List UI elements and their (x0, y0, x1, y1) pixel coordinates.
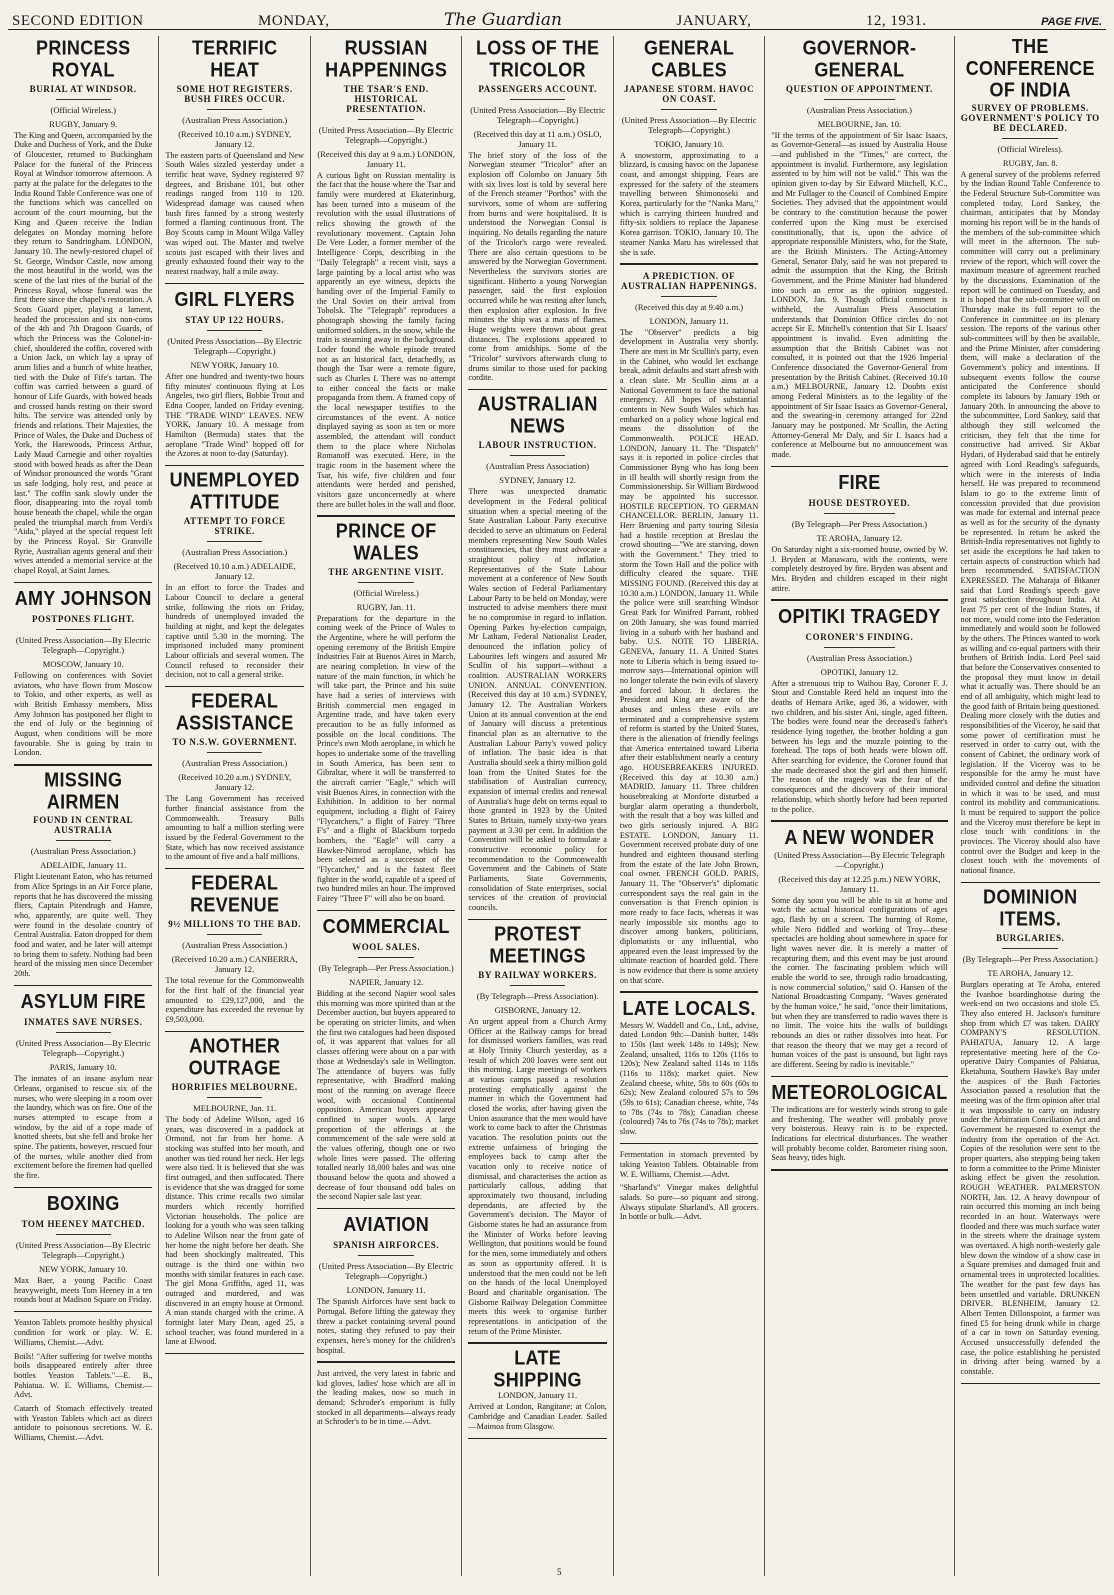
article-dateline: (Received this day at 12.25 p.m.) NEW YORK, January 11. (778, 873, 941, 894)
article-body: "If the terms of the appointment of Sir Isaac Isaacs, as Governor-General—as issued by Australia House—and published in the "Times," are correct, the appointment is invalid. Furthermore, any legislation assented to by him will not be valid." This was the opinion given to-day by Sir Edward Mitchell, K.C., and Mr Fullager to the Council of Combined Empire Societies. They advised that the appointment would be contrary to the constitution because the power conferred upon the King must be exercised constitutionally, that is, upon the advice of appropriate responsible Ministers, who, for the State, are the British Ministers. The Acting-Attorney General, Senator Daly, said he was not prepared to admit the assumption that the King, the British Government, and the Prime Minister had blundered into such an error as the opinion suggested. LONDON, Jan. 9. Though official comment is withheld, the Australian Press Association understands that Dominion Office circles do not accept Sir E. Mitchell's contention that Sir I. Isaacs' appointment is invalid. Even admitting the assumption that the British Cabinet was not consulted, it is pointed out that the 1926 Imperial Conference dissociated the Governor-General from presentation by the British Cabinet. (Received 10.10 a.m.) MELBOURNE, January 12. Doubts exist among Federal Ministers as to the legality of the appointment of Sir Isaac Isaacs as Governor-General, and the swearing-in ceremony arranged for 22nd January may be postponed. Mr Scullin, the Acting Attorney-General Mr Daly, and Sir I. Isaacs had a conference at Melbourne but no announcement was made. (771, 130, 948, 459)
article-agency: (Australian Press Association.) (182, 758, 288, 769)
article (960, 34, 1100, 876)
article-subheading: BURGLARIES. (996, 933, 1065, 943)
article-subheading: POSTPONES FLIGHT. (31, 614, 135, 625)
article (316, 518, 456, 904)
article-subheading: QUESTION OF APPOINTMENT. (785, 83, 934, 94)
article-divider (165, 686, 303, 688)
article-headline: UNEMPLOYED ATTITUDE (169, 468, 300, 514)
page-number: PAGE FIVE. (1041, 16, 1102, 28)
rule-divider (207, 752, 262, 753)
article (468, 392, 607, 913)
article-headline: PROTEST MEETINGS (489, 922, 586, 967)
article-subheading: SOME HOT REGISTERS. BUSH FIRES OCCUR. (176, 83, 293, 104)
article-dateline: (Received 10.10 a.m.) SYDNEY, January 12. (178, 128, 292, 149)
columns-container (8, 36, 1106, 1576)
article-headline: A NEW WONDER (784, 825, 935, 849)
month-label: JANUARY, (676, 13, 752, 29)
advertisement: "Sharland's" Vinegar makes delightful salads. So pure—so piquant and strong. Always stipulate Sharland's. All grocers. In bottle or bulk.—Advt. (619, 1183, 759, 1222)
article-headline: COMMERCIAL (322, 914, 450, 938)
article-agency: (United Press Association—By Electric Telegraph—Copyright.) (621, 114, 757, 135)
article-subheading: PASSENGERS ACCOUNT. (478, 83, 597, 94)
article-dateline: TOKIO, January 10. (654, 138, 724, 149)
article-divider (14, 582, 152, 584)
rule-divider (207, 109, 262, 110)
article-dateline: NEW YORK, January 10. (190, 359, 279, 370)
article-headline: FIRE (838, 470, 881, 494)
rule-divider (358, 119, 413, 120)
article (468, 36, 607, 383)
article (165, 36, 304, 277)
article-headline: PRINCESS ROYAL (36, 36, 131, 81)
article-divider (620, 263, 758, 265)
article-headline: TERRIFIC HEAT (191, 36, 278, 81)
article-headline: LATE SHIPPING (493, 1345, 582, 1391)
article-divider (165, 283, 303, 285)
article-divider (165, 868, 303, 870)
article-agency: (United Press Association—By Electric Telegraph—Copyright.) (15, 1038, 151, 1059)
rule-divider (661, 109, 716, 110)
article (316, 914, 456, 1202)
article-headline: GENERAL CABLES (644, 36, 735, 81)
article-agency: (United Press Association—By Electric Telegraph—Copyright.) (15, 1239, 151, 1260)
article-subheading: FOUND IN CENTRAL AUSTRALIA (33, 815, 134, 836)
newspaper-title: The Guardian (443, 10, 562, 30)
article-dateline: (Received 10.20 a.m.) SYDNEY, January 12. (178, 772, 292, 793)
article-subheading: THE ARGENTINE VISIT. (328, 566, 444, 577)
article-subheading: ATTEMPT TO FORCE STRIKE. (183, 516, 286, 537)
article-divider (468, 1342, 606, 1344)
article-divider (468, 1438, 606, 1440)
article-dateline: TE AROHA, January 12. (816, 533, 903, 544)
article-agency: (United Press Association—By Electric Telegraph—Copyright.) (318, 1261, 454, 1282)
article-agency: (United Press Association—By Electric Telegraph—Copyright.) (318, 124, 454, 145)
article (771, 1080, 948, 1163)
rule-divider (56, 1234, 111, 1235)
rule-divider (824, 99, 894, 100)
article-body: The eastern parts of Queensland and New South Wales sizzled yesterday under a terrific heat wave, Sydney registered 97 degrees, and Brisbane 101, but other readings ranged from 110 to 120. Widespread damage was caused when bush fires fanned by a strong westerly formed a flaming continuous front. The Boy Scouts camp in Mount Wilga Valley was wiped out. The Master and twelve scouts just escaped with their lives and greatly exhausted found their way to the nearest roadway, half a mile away. (165, 150, 304, 276)
article-body: The body of Adeline Wilson, aged 16 years, was discovered in a paddock at Ormond, not far from her home. A stocking was stuffed into her mouth, and another was tied round her neck. Her legs were also tied. It is believed that she was first outraged, and then suffocated. There is evidence that she was dragged for some distance. This crime recalls two similar murders which recently horrified Victorian households. The police are looking for a youth who was seen talking to Adeline Wilson near the front gate of her home the night before her death. She had been shockingly maltreated. This outrage is the third one within two months with similar features in each case. The girl Mona Griffiths, aged 11, was outraged and murdered, and was discovered in an empty house at Ormond. A man stands charged with the crime. A fortnight later Mary Dean, aged 25, a school teacher, was found murdered in a lane at Elwood. (165, 1114, 304, 1347)
article-agency: (Australian Press Association.) (182, 114, 288, 125)
article-dateline: MOSCOW, January 10. (42, 659, 124, 670)
article-body: A general survey of the problems referred by the Indian Round Table Conference to the Federal Structure Sub-Committee was completed today. Lord Sankey, the chairman, anticipates that by Monday morning his report will be in the hands of the members of the sub-committee which will meet in the afternoon. The sub-committee will carry out a preliminary review of the report, which will cover the maximum measure of agreement reached by the discussions. Examination of the report will be continued on Tuesday, and it is hoped that the sub-committee will on Thursday make its full report to the Conference in committee on its plenary session. The reports of the various other sub-committees will by then be available, and the Prime Minister, after considering them, will make a declaration of the Government's policy and intentions. If subsequent events follow the course anticipated the Conference should complete its labours by January 19th or January 20th. In announcing the above to the subcommittee, Lord Sankey, said that although they still welcomed the criticism, they felt that the time for constructive had arrived. Sir Akbar Hydari, of Hyderabad said that he entirely agreed with Lord Reading's safeguards, which were in the interests of India herself. He was prepared to recommend Islam to go to the extreme limit of concession provided that due provision was made for external and internal peace as well as for the security of the dynasty be represented. In return he asked the British-India representatives not lightly to set aside the exceptions he had taken to certain aspects of construction which had been recommended. SATISFACTION EXPRESSED. The Maharaja of Bikaner said that Lord Reading's speech gave great satisfaction throughout India. At least 75 per cent of the Indian States, if not more, would come into the Federation immediately and would soon be followed by the others. The Princes wanted to work as willing and co-equal partners with their brothers of British India. Lord Peel said that before the Conservatives consented to the proposal they must know in detail what it actually was. There should be an end of all ambiguity, which might lead to the good faith of Britain being questioned. Dealing more closely with the duties and responsibilities of the Viceroy, he said that some power of certification must be reserved in order to carry out, with the consent of Cabinet, the ordinary work of legislation. If the Viceroy was to be responsible for the army he must have undivided control and define the situation in which it was to be used, and must control its mobility and communications. It must be required to support the police and the Viceroy must therefore be kept in close touch with conditions in the provinces. The Viceroy should also have control over the Budget and keep in the closest touch with the movements of national finance. (960, 169, 1100, 876)
article-body: After a strenuous trip to Waihou Bay, Coroner F. J. Stout and Constable Reed held an inquest into the deaths of Hemara Arike, aged 36, a widower, with two children, and his sister Ani, single, aged fifteen. The bodies were found near the deceased's father's residence lying together, the brother holding a gun between his legs and the muzzle pointing to the forehead. The tops of both heads were blown off. After searching for evidence, the Coroner found that she made decreased shot the girl and then himself. The reason of the tragedy was the fear of the consequences and the discovery of their immoral relationship, which shortly before had been reported to the police. (771, 678, 948, 814)
article-subheading: CORONER'S FINDING. (805, 631, 914, 642)
article-agency: (United Press Association—By Electric Telegraph—Copyright.) (167, 335, 303, 356)
article-subheading: TOM HEENEY MATCHED. (21, 1218, 145, 1229)
article-subheading: STAY UP 122 HOURS. (185, 314, 285, 325)
article-dateline: (Received 10.10 a.m.) ADELAIDE, January 12. (173, 561, 296, 582)
article-dateline: PARIS, January 10. (49, 1062, 117, 1073)
article-body: Some day soon you will be able to sit at home and watch the actual historical configurations of ages ago, flash by on a screen. The burning of Rome, while Nero fiddled and working of Troy—these spectacles are holding about somewhere in space for light waves never die. It is merely a matter of recapturing them, and this event may be just around the corner. The fascinating problem which will enable the world to see, through radio broadcasting, is now commercial solution," said O. Hansen of the National Broadcasting Company. "Waves generated by the human voice," he said, "once their limitations, but when they are transferred to radio waves there is no limit. The voice hits the walls of buildings rebounds an dies or rather dissolves into heat. For that reason the theory that we may get a record of human voices of the past is unsound, but light rays are different. Seeing by radio is inevitable." (771, 895, 948, 1069)
article-agency: (Australian Press Association) (486, 461, 590, 472)
article-headline: THE CONFERENCE OF INDIA (965, 34, 1095, 102)
article-agency: (By Telegraph—Per Press Association.) (962, 954, 1098, 964)
article-divider (14, 764, 152, 766)
article-dateline: RUGBY, Jan. 11. (356, 601, 416, 612)
article-dateline: (Received this day at 11 a.m.) OSLO, January 11. (473, 128, 602, 149)
article-dateline: GISBORNE, January 12. (494, 1005, 581, 1016)
rule-divider (358, 957, 413, 958)
article-headline: FEDERAL REVENUE (190, 871, 280, 917)
article-body: After one hundred and twenty-two hours fifty minutes' continuous flying at Los Angeles, two girl fliers, Bobbie Trout and Edna Cooper, landed on Friday evening. THE "TRADE WIND" LEAVES. NEW YORK, January 10. A message from Hamilton (Bermuda) states that the aeroplane "Trade Wind" hopped off for the Azores at noon to-day (Saturday). (165, 371, 304, 459)
article (14, 767, 153, 979)
article (14, 36, 153, 576)
article-body: Messrs W. Waddell and Co., Ltd., advise, dated London 9th:—Danish butter, 148s to 150s (last week 148s to 149s); New Zealand, unsalted, 116s to 120s (116s to 120s); New Zealand salted 114s to 118s (116s to 118s); market quiet. New Zealand cheese, white, 58s to 60s (60s to 62s); New Zealand coloured 57s to 59s (59s to 61s); Canadian cheese, white, 74s to 78s (74s to 78s); Canadian cheese (coloured) 74s to 76s (74s to 78s); market slow. (619, 1020, 759, 1137)
rule-divider (56, 99, 111, 100)
article-body: An urgent appeal from a Church Army Officer at the Railway camps for bread for dismissed workers families, was read at Holy Trinity Church yesterday, as a result of which 200 loaves were sent out this morning. Large meetings of workers at various camps passed a resolution protesting emphatically against the manner in which the Government had closed the works, after having given the Union assurance that the men would have work to come back to after the Christmas vacation. The resolution points out the extreme unfairness of bringing the employees back to camp after the vacation only to receive notice of dismissal, and characterises the action as particularly callous, adding that approximately two thousand, including dependants, are affected by the Government's decision. The Mayor of Gisborne states he had an assurance from the Minister of Works before leaving Wellington, that positions would be found for the men, some immediately and others as soon as opportunity offered. It is understood that the men could not be left on the hands of the local Unemployed Board and charitable organisation. The Gisborne Railway Delegation Committee meets this week to organise further representations in anticipation of the return of the Prime Minister. (468, 1017, 607, 1336)
article-body: The Spanish Airforces have sent back to Portugal. Before lifting the gateway they threw a packet containing several pound notes, stating they refused to pay their expenses, here's money for the children's hospital. (316, 1297, 456, 1355)
column-7 (955, 36, 1106, 1576)
article-subheading: BURIAL AT WINDSOR. (29, 83, 137, 94)
article-body: Burglars operating at Te Aroha, entered the Ivanhoe boardinghouse during the week-end on two occasions and stole £5. They also entered H. Jackson's furniture shop from which £7 was taken. DAIRY COMPANY'S RESOLUTION. PAHIATUA, January 12. A large representative meeting here of the Co-operative Dairy Companies of Pahiatua, Eketahuna, Southern Hawke's Bay under the auspices of the Bush Factories Association passed a resolution that the meeting was of the firm opinion after trial it was impossible to carry on industry under the Arbitration Conciliation Act and Government be requested to exempt the industry from the operation of the Act. Copies of the resolution were sent to the proper quarters, also stepping being taken to form a committee to the Prime Minister asking effect be given the resolution. ROUGH WEATHER. PALMERSTON NORTH, Jan. 12. A heavy downpour of rain occurred this morning an inch being recorded in an hour. Waterways were flooded and there was much surface water in the streets where the drainage system was overtaxed. A high north-westerly gale blew down the window of a show case in a Square premises and damaged fruit and ornamental trees in unprotected localities. The weather for the past few days has been unsettled and variable. DRUNKEN DRIVER. BLENHEIM, January 12. Albert Tenten Dillonspoint, a farmer was fined £5 for being drunk while in charge of a car in town on Saturday evening. Accused unsuccessfully defended the case, the police establishing he persisted in driving after being warned by a constable. (960, 980, 1100, 1376)
article-divider (771, 466, 947, 468)
article-agency: (Australian Press Association.) (182, 547, 288, 558)
article-dateline: NAPIER, January 12. (349, 977, 424, 988)
article-body: Max Baer, a young Pacific Coast heavyweight, meets Tom Heeney in a ten rounds bout at Madison Square on Friday. (14, 1275, 153, 1305)
article-agency: (Official Wireless.) (50, 104, 116, 115)
article-divider (14, 985, 152, 987)
article-body: Bidding at the second Napier wool sales this morning was more spirited than at the December auction, but buyers appeared to be operating on stricter limits, and when the first two catalogues had been disposed of, it was apparent that values for all classes offering were about on a par with those at Wednesday's sale in Wellington. The attendance of buyers was fully representative, with Bradford making most of the running on average fleece wool, with occasional Continental opposition. American buyers appeared confined to super wools. A large proportion of the offerings at the commencement of the sale were sold at the values offering, though one or two whole lines were passed. The offering totalled nearly 18,000 bales and was nine thousand below the quota and showed a decrease of four thousand odd bales on the second Napier sale last year. (316, 989, 456, 1202)
article-headline: AVIATION (343, 1212, 430, 1236)
article (771, 470, 948, 593)
article-body: There was unexpected dramatic development in the Federal political situation when a special meeting of the State Australian Labour Party executive decided to serve an ultimatum on Federal members representing New South Wales constituencies, that they must advocate a straightout policy of inflation. Representatives of the State Labour movement at a conference of New South Wales section of Federal Parliamentary Labour Party to be held on Monday, were instructed to advise members there must be no compromise in regard to inflation. Opening Parkes by-election campaign, Mr Latham, Federal Nationalist Leader, denounced the inflation policy of Labourites left wingers and assured Mr Scullin of his support—without a coalition. AUSTRALIAN WORKERS UNION. ANNUAL CONVENTION. (Received this day at 10 a.m.) SYDNEY, January 12. The Australian Workers Union at its annual convention at the end of January will discuss a pretentious financial plan as an alternative to the Australian Labour Party's vowed policy of inflation. The basic idea is that Australia should seek a thirty million gold loan from the United States for the stabilisation of Australian currency, expansion of internal credits and renewal of Australia's huge debt on terms equal to those granted in 1923 by the United States to Britain, namely sixty-two years payment at 3.30 per cent. In addition the Convention will be asked to formulate a constructive economic policy for recommendation to the Commonwealth Government and the Cabinets of State Parliaments, State Governments, consolidation of State enterprises, social services of the creation of provincial councils. (468, 487, 607, 913)
rule-divider (510, 985, 565, 986)
article-divider (961, 1383, 1100, 1385)
column-2 (159, 36, 310, 1576)
masthead (8, 8, 1106, 30)
advertisement: Just arrived, the very latest in fabric and kid gloves, ladies' hose which are all in the leading makes, now so much in demand; Schroder's emporium is fully stocked in all departments—always ready at Schroder's to be in time.—Advt. (316, 1368, 456, 1427)
article-divider (961, 882, 1100, 884)
article-divider (14, 1311, 152, 1313)
rule-divider (1002, 948, 1058, 949)
article (165, 468, 304, 680)
column-3 (311, 36, 462, 1576)
article-headline: ANOTHER OUTRAGE (188, 1034, 281, 1079)
article (620, 271, 758, 986)
advertisement: Catarrh of Stomach effectively treated with Yeaston Tablets which act as direct antidote to poisonous secretions. W. E. Williams, Chemist.—Advt. (14, 1403, 153, 1442)
article-agency: (By Telegraph—Press Association). (476, 991, 599, 1002)
article-subheading: JAPANESE STORM. HAVOC ON COAST. (623, 83, 755, 104)
article (165, 689, 304, 862)
article (771, 604, 948, 814)
article-subheading: TO N.S.W. GOVERNMENT. (172, 737, 297, 748)
article-dateline: (Received 10.20 a.m.) CANBERRA, January 12. (171, 954, 298, 975)
advertisement: Boils! "After suffering for twelve months boils disappeared entirely after three bottles Yeaston Tablets."—E. B., Pahiatua. W. E. Williams, Chemist.—Advt. (14, 1351, 153, 1400)
page-footer-mark: 5 (557, 1567, 562, 1577)
date-label: 12, 1931. (865, 13, 927, 29)
article-agency: (Australian Press Association.) (30, 846, 136, 857)
article-agency: (Australian Press Association.) (806, 652, 912, 663)
article-headline: ASYLUM FIRE (20, 989, 146, 1013)
rule-divider (661, 296, 716, 297)
article-body: Preparations for the departure in the coming week of the Prince of Wales to the Argentine, where he will perform the opening ceremony of the British Empire Industries Fair at Buenos Aires in March, are nearing completion. In view of the nature of the main function, in which he will take part, the Prince and his suite have had a series of interviews with British commercial men engaged in Argentine trade, and have taken every precaution to be as fully informed as possible on the local conditions. The Prince's own Moth aeroplane, in which he hopes to undertake some of the travelling in South America, has been sent to Gibraltar, where it will be transferred to the aircraft carrier "Eagle," which will visit Buenos Aires, in connection with the Exhibition. In addition to her normal equipment, including a flight of Fairey "Flycatchers," a flight of Fairey "Three F's" and a flight of Blackburn torpedo bombers, the "Eagle" will carry a Hawker-Nimrod aeroplane, which has been selected as a successor of the "Flycatcher," and is the fastest fleet fighter in the world, capable of a speed of two hundred miles an hour. The improved Fairey "Three F" will also be on board. (316, 613, 456, 904)
rule-divider (824, 647, 894, 648)
article-headline: OPITIKI TRAGEDY (778, 604, 941, 628)
article-headline: AMY JOHNSON (14, 586, 152, 610)
article-agency: (Australian Press Association.) (182, 940, 288, 951)
article-body: The total revenue for the Commonwealth for the first half of the financial year amounted to £29,127,000, and the expenditure has exceeded the revenue by £9,503,000. (165, 976, 304, 1024)
article-body: The brief story of the loss of the Norwegian steamer "Tricolor" after an explosion off Colombo on January 5th with six lives lost is told by several here of the French steamer "Porthos" with the survivors, some of whom are suffering from burns and were hospitalised. It is understood the Norwegian Consul is inquiring. No details regarding the nature of the Tricolor's cargo were revealed. There are also certain questions to be answered by the Norwegian Government. Nevertheless the survivors stories are significant. Hitherto a young Norwegian passenger, said the first explosion occurred while he was resting after lunch, then explosion after explosion. In five minutes the ship was a mass of flames. Huge weights were thrown about great distances. The explosions appeared to come from amidships. Some of the "Tricolor" survivors afterwards clung to drums similar to those used for packing cordite. (468, 150, 607, 383)
article-headline: LOSS OF THE TRICOLOR (475, 36, 600, 81)
article-divider (317, 515, 455, 517)
article-divider (468, 389, 606, 391)
article-divider (771, 599, 947, 601)
article-dateline: RUGBY, Jan. 8. (1002, 157, 1058, 168)
article-agency: (Received this day at 9.40 a.m.) (635, 301, 744, 312)
article-subheading: A PREDICTION. OF AUSTRALIAN HAPPENINGS. (620, 270, 758, 291)
rule-divider (207, 330, 262, 331)
article (619, 36, 759, 257)
newspaper-page (8, 8, 1106, 1579)
article-divider (165, 1353, 303, 1355)
article-subheading: THE TSAR'S END. HISTORICAL PRESENTATION. (343, 83, 429, 114)
article-divider (771, 1076, 947, 1078)
rule-divider (510, 99, 565, 100)
article-subheading: SURVEY OF PROBLEMS. GOVERNMENT'S POLICY TO BE DECLARED. (960, 102, 1100, 133)
article-agency: (Official Wireless.) (353, 587, 419, 598)
rule-divider (1002, 138, 1058, 139)
article-subheading: 9½ MILLIONS TO THE BAD. (168, 919, 302, 930)
article-body: A snowstorm, approximating to a blizzard, is causing havoc on the Japanese coast, and amongst shipping. Fears are expressed for the safety of the steamers travelling between Shimonoseki and Korea, particularly for the "Nanka Maru," which is carrying thirteen hundred and fifty-six soldiers to replace the Japanese Korea garrison. TOKIO, January 10. The steamer Nanka Maru has wirelessed that she is safe. (619, 150, 759, 257)
article-divider (771, 1169, 947, 1171)
article-dateline: TE AROHA, January 12. (987, 968, 1074, 978)
rule-divider (358, 1255, 413, 1256)
article-divider (620, 991, 758, 993)
article-headline: FEDERAL ASSISTANCE (175, 689, 294, 735)
article (619, 996, 759, 1137)
article (771, 825, 948, 1070)
article-body: The Lang Government has received further financial assistance from the Commonwealth. Treasury Bills amounting to half a million sterling were issued by the Federal Government to the State, which has now received assistance to the amount of five and a half millions. (165, 794, 304, 862)
article-subheading: HORRIFIES MELBOURNE. (171, 1081, 298, 1092)
article-agency: (By Telegraph—Per Press Association.) (791, 519, 928, 530)
article (771, 36, 948, 460)
article-divider (317, 1361, 455, 1363)
article-divider (620, 1143, 758, 1145)
article-body: Flight Lieutenant Eaton, who has returned from Alice Springs in an Air Force plane, reports that he has discovered the missing fliers, Captain Pitendrugh and Hamre, who, apparently, are quite well. They were found in the desolate country of Central Australia. Eaton dropped for them food and water, and he later will attempt to bring them to safety. Nothing had been heard of the missing men since December 20th. (14, 872, 153, 979)
article-divider (771, 820, 947, 822)
advertisement: Yeaston Tablets promote healthy physical condition for work or play. W. E. Williams, Chemist.—Advt. (14, 1318, 153, 1347)
advertisement: Fermentation in stomach prevented by taking Yeaston Tablets. Obtainable from W. E. Williams, Chemist.—Advt. (619, 1150, 759, 1179)
article (165, 871, 304, 1024)
article-headline: PRINCE OF WALES (335, 518, 437, 564)
column-1 (8, 36, 159, 1576)
article-dateline: LONDON, January 11. (649, 315, 729, 326)
article-dateline: (Received this day at 9 a.m.) LONDON, January 11. (317, 148, 455, 169)
article-body: The King and Queen, accompanied by the Duke and Duchess of York, and the Duke of Gloucester, returned to Buckingham Palace for the funeral of the Princess Royal at Windsor tomorrow afternoon. A party at the palace for the delegates to the India Round Table Conference was one of the functions which was cancelled on account of the court mourning, but the King and Queen receive the Indian delegates on Monday morning before they return to Sandringham. LONDON, January 10. The newly-restored chapel of St. George, Windsor Castle, now among the most beautiful in the world, was the scene of the last rites of the burial of the Princess Royal, whose funeral was the first there since the chapel's restoration. A Scots Guard piper, playing a lament, headed the procession and six non-coms of the 4th and 7th Dragoon Guards, of which the Princess was the Colonel-in-chief, shouldered the coffin, covered with a Union Jack, on which lay a spray of arum lilies and a bunch of white heather, tied with the Duke of Fife's tartan. The coffin was carried between a guard of honour of Life Guards, with bowed heads and crossed hands resting on their sword hilts. The service was attended only by friends and relations. Their Majesties, the Prince of Wales, the Duke and Duchess of York, the Harewoods, Princess Arthur, Lady Maud Carnegie and other royalties stood with bowed heads as after the Dean of Windsor pronounced the words "Grant us safe lodging, holy rest, and peace at last." The coffin sank slowly under the floor, disappearing into the royal tomb house beneath the chapel, while the organ pealed the triumphal march from Verdi's "Aida," played at the special request left by the Princess Royal. Sir Granville Ryrie, Australian agents general and their wives attended a memorial service at the chapel Royal, at Saint James. (14, 130, 153, 576)
column-6 (765, 36, 954, 1576)
article-divider (317, 1208, 455, 1210)
article-dateline: MELBOURNE, Jan. 11. (193, 1102, 277, 1113)
article (165, 287, 304, 459)
article-subheading: LABOUR INSTRUCTION. (478, 440, 597, 451)
article-agency: (By Telegraph—Per Press Association.) (318, 963, 454, 974)
article (468, 1345, 607, 1432)
rule-divider (824, 513, 894, 514)
rule-divider (207, 1097, 262, 1098)
article-dateline: LONDON, January 11. (498, 1390, 578, 1401)
rule-divider (56, 1032, 111, 1033)
article-subheading: SPANISH AIRFORCES. (333, 1240, 440, 1251)
article-agency: (United Press Association—By Electric Telegraph—Copyright.) (15, 635, 151, 656)
article-body: A curious light on Russian mentality is the fact that the house where the Tsar and family were murdered at Ekaterinburg, has been turned into a museum of the revolution with the usual illustrations of relics showing the growth of the revolutionary movement. Captain John De Vere Loder, a former member of the Intelligence Corps, describing in the "Daily Telegraph" a recent visit, says a large painting by a local artist who was apparently an eye witness, depicts the handing over of the Imperial Family to the Ural Soviet on their arrival from Tobolsk. The "Telegraph" reproduces a photograph showing the family facing uniformed soldiers, in the snow, while the train is steaming away in the background. Loder found the whole episode treated not as an historical fact, detachedly, as though the Tsar were a remote figure, such as Charles I. There was no attempt to either conceal the facts or make propaganda from them. A framed copy of the local newspaper testifies to the circumstances of the event. A notice displayed saying as soon as ten or more assembled, the attendant will conduct them to the place where Nicholas Romanoff was executed. Here, in the tragic room in the basement where the Tsar, his wife, five children and four attendants were herded and perished, visitors gaze unconcernedly at where there are bullet holes in the wall and floor. (316, 170, 456, 509)
rule-divider (56, 629, 111, 630)
article (316, 1212, 456, 1355)
day-label: MONDAY, (258, 13, 330, 29)
article-dateline: ADELAIDE, January 11. (40, 860, 127, 871)
article (14, 1191, 153, 1305)
article-headline: GOVERNOR-GENERAL (802, 36, 917, 81)
article (165, 1034, 304, 1347)
rule-divider (510, 455, 565, 456)
article-headline: MISSING AIRMEN (44, 767, 123, 813)
article-dateline: MELBOURNE, Jan. 10. (817, 118, 902, 129)
article-dateline: SYDNEY, January 12. (499, 475, 577, 486)
article-dateline: LONDON, January 11. (346, 1285, 426, 1296)
article-headline: AUSTRALIAN NEWS (477, 392, 598, 438)
article-subheading: BY RAILWAY WORKERS. (478, 970, 597, 981)
article-subheading: HOUSE DESTROYED. (808, 498, 911, 509)
edition-label: SECOND EDITION (12, 13, 144, 29)
article-body: The indications are for westerly winds strong to gale and freshening. The weather will probably prove very boisterous. Heavy rain is to be expected. Indications for electrical disturbances. The weather will probably become colder. Barometer rising soon. Seas heavy, tides high. (771, 1105, 948, 1163)
article-headline: LATE LOCALS. (622, 996, 756, 1020)
article-headline: GIRL FLYERS (174, 287, 295, 311)
article-dateline: RUGBY, January 9. (49, 118, 118, 129)
article (468, 922, 607, 1336)
article (316, 36, 456, 509)
article-dateline: OPOTIKI, January 12. (820, 666, 899, 677)
article-headline: BOXING (46, 1191, 120, 1215)
article (14, 586, 153, 758)
article-subheading: WOOL SALES. (352, 942, 421, 953)
article-body: The inmates of an insane asylum near Orleans, organised to rescue six of the nurses, who were sleeping in a room over the laundry, which was on fire. One of the nurses attempted to escape from a window, by the aid of a rope made of knotted sheets, but she fell and broke her spine. The patients, however, rescued four of the nurses, while another died from excitement before the firemen had quelled the fire. (14, 1074, 153, 1180)
article-headline: RUSSIAN HAPPENINGS (325, 36, 448, 81)
article-body: Arrived at London, Rangitane; at Colon, Cambridge and Canadian Leader. Sailed—Maimoa from Glasgow. (468, 1402, 607, 1431)
article-divider (165, 465, 303, 467)
article-agency: (Official Wireless). (997, 143, 1063, 154)
article-agency: (Australian Press Association.) (806, 104, 912, 115)
article (14, 989, 153, 1180)
column-5 (614, 36, 765, 1576)
article-body: Following on conferences with Soviet aviators, who have flown from Moscow to Tokio, and other experts, as well as with British Embassy members, Miss Amy Johnson has postponed her flight to the end of July or the beginning of August, when conditions will be more favourable. She is going by train to London. (14, 671, 153, 758)
article-body: In an effort to force the Trades and Labour Council to declare a general strike, following the riots on Friday, hundreds of unemployed invaded the building at night, and kept the delegates captive until 5.30 in the morning. The imprisoned included many prominent Labour officials and several women. The Council refused to reconsider their decision, not to call a general strike. (165, 583, 304, 680)
rule-divider (207, 541, 262, 542)
article-headline: DOMINION ITEMS. (983, 885, 1078, 930)
article-body: On Saturday night a six-roomed house, owned by W. J. Bryden at Manawaru, with the contents, were completely destroyed by fire. Bryden was absent and Mrs. Bryden and children escaped in their night attire. (771, 545, 948, 593)
article-dateline: NEW YORK, January 10. (38, 1263, 128, 1274)
article-headline: METEOROLOGICAL (771, 1080, 948, 1104)
article-subheading: INMATES SAVE NURSES. (24, 1017, 143, 1028)
article-agency: (United Press Association—By Electric Telegraph—Copyright.) (470, 104, 606, 125)
article-agency: (United Press Association—By Electric Telegraph—Copyright.) (774, 849, 945, 870)
article (960, 885, 1100, 1376)
article-body: The "Observer" predicts a big development in Australia very shortly. There are men in Mr Scullin's party, even in the Cabinet, who would let exchange break, admit defaults and start afresh with a clean slate. Mr Scullin aims at a National Government to face the national emergency. All hopes of substantial contents in New South Wales which has embarked on a policy whose logical end means the dissolution of the Commonwealth. POLICE HEAD. LONDON, January 11. The "Dispatch" says it is reported in police circles that Commissioner Byng who has long been in ill health will shortly resign from the Commissionership. Sir William Birdwood may be appointed his successor. HOSTILE RECEPTION. TO GERMAN CHANCELLOR. BERLIN, January 11. Herr Bruening and party touring Silesia had a hostile reception at Breslau the crowd shouting—"We are starving, down with the Government." They tried to storm the Town Hall and the police with difficulty cleared the square. THE MISSING FOUND. (Received this day at 10.30 a.m.) LONDON, January 11. While the police were still searching Windsor Great Park for Winifred Parrant, robbed on 20th January, she was found married living in a suburb with her husband and baby. U.S. NOTE TO LIBERIA. GENEVA, January 11. A United States note to Liberia which is being issued to-morrow says—International opinion will no longer tolerate the twin evils of slavery and forced labour. It declares the President and King are aware of the abuses and unless these evils are terminated and a comprehensive system of reform is started by the United States, there is the alienation of friendly feelings that America entertained toward Liberia after their establishment nearly a century ago. HOUSEBREAKERS INJURED. (Received this day at 10.30 a.m.) MADRID, January 11. Three children housebreaking at Monforte disturbed a burglar alarm operating a thunderbolt, with the result that a boy was killed and two girls seriously injured. A BIG ESTATE. LONDON, January 11. Government received probate duty of one hundred and eighteen thousand sterling from the estate of the late John Brown, coal owner. FRENCH GOLD. PARIS, January 11. The "Observer's" diplomatic correspondent says the real gain in the conversation is that French opinion is more ready to face facts, whereas it was nearly impossible six months ago to discover among bankers, politicians, diplomatists or any influential, who appeared even the least impressed by the ultimate reaction of hoarded gold. There is now evidence that there is some anxiety on that score. (619, 327, 759, 985)
rule-divider (207, 934, 262, 935)
article-divider (317, 910, 455, 912)
rule-divider (358, 582, 413, 583)
column-4 (462, 36, 613, 1576)
article-divider (468, 919, 606, 921)
rule-divider (56, 840, 111, 841)
article-divider (165, 1031, 303, 1033)
article-divider (14, 1187, 152, 1189)
